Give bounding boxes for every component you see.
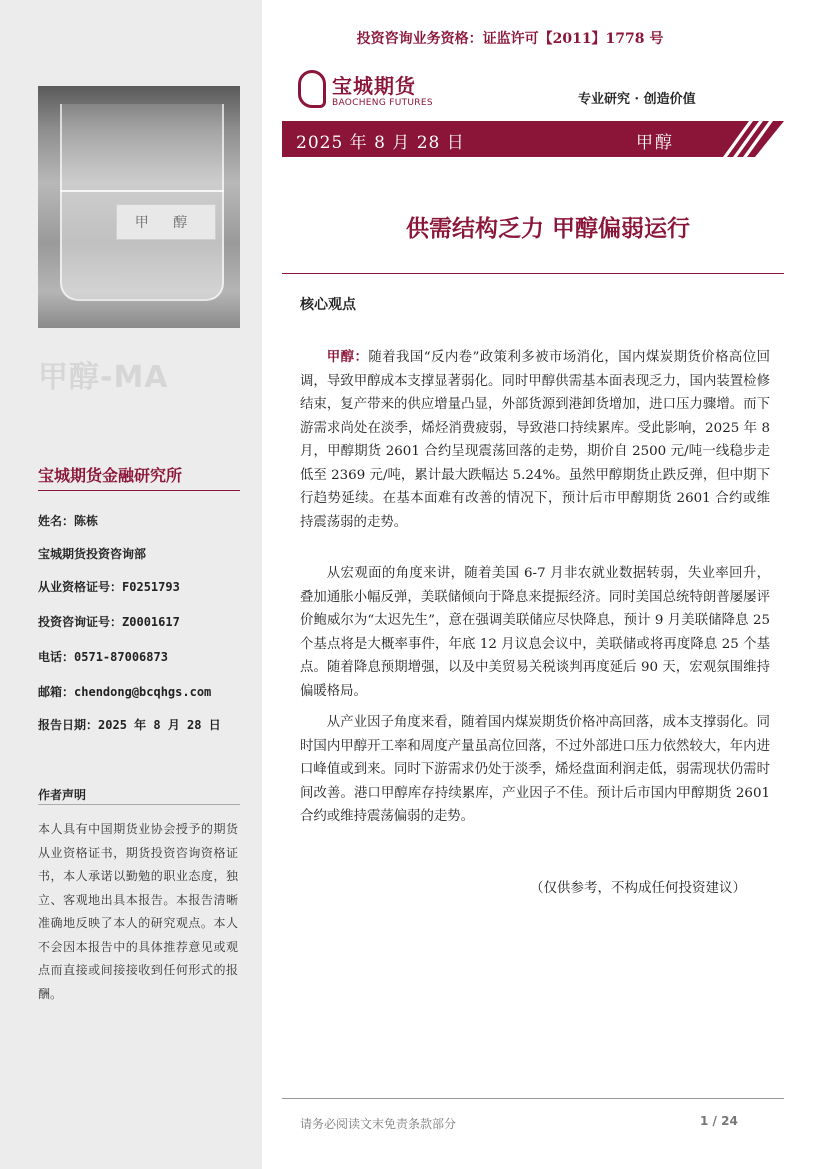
beaker-label: 甲 醇 (116, 204, 216, 240)
qualification-line: 投资咨询业务资格：证监许可【2011】1778 号 (356, 31, 664, 47)
sidebar-divider (38, 490, 240, 491)
paragraph-industry: 从产业因子角度来看，随着国内煤炭期货价格冲高回落，成本支撑弱化。同时国内甲醇开工率和周度产量虽高位回落，不过外部进口压力依然较大，年内进口峰值或到来。同时下游需求仍处于淡季，烯烃盘面利润走低，弱需现状仍需时间改善。港口甲醇库存持续累库，产业因子不佳。预计后市国内甲醇期货 2601 合约或维持震荡偏弱的走势。 (300, 715, 770, 824)
footer-note: 请务必阅读文末免责条款部分 (300, 1117, 457, 1131)
report-band-date: 2025 年 8 月 28 日 (296, 133, 465, 153)
footer-divider (282, 1098, 784, 1099)
lead-label: 甲醇： (326, 349, 369, 365)
qualification-number: 从业资格证号：F0251793 (38, 580, 180, 594)
author-name: 姓名：陈栋 (38, 514, 99, 528)
product-code: 甲醇-MA (38, 360, 169, 395)
core-view-title: 核心观点 (300, 297, 356, 313)
headline-divider (282, 273, 784, 274)
paragraph-methanol: 甲醇：随着我国“反内卷”政策利多被市场消化，国内煤炭期货价格高位回调，导致甲醇成本支撑显著弱化。同时甲醇供需基本面表现乏力，国内装置检修结束，复产带来的供应增量凸显，外部货源到港卸货增加，进口压力骤增。而下游需求尚处在淡季，烯烃消费疲弱，导致港口持续累库。受此影响，2025 年 8 月，甲醇期货 2601 合约呈现震荡回落的走势，期价自 2500 元/吨一线稳步走低至 2369 元/吨，累计最大跌幅达 5.24%。虽然甲醇期货止跌反弹，但中期下行趋势延续。在基本面难有改善的情况下，预计后市甲醇期货 2601 合约或维持震荡弱的走势。 (300, 349, 770, 530)
consulting-number: 投资咨询证号：Z0001617 (38, 615, 180, 629)
logo-icon (298, 70, 326, 108)
email: 邮箱：chendong@bcqhgs.com (38, 685, 212, 699)
page-number: 1 / 24 (700, 1114, 738, 1128)
report-band-product: 甲醇 (636, 133, 674, 153)
logo-name-en: BAOCHENG FUTURES (332, 98, 433, 108)
slogan: 专业研究 · 创造价值 (578, 92, 696, 107)
author-department: 宝城期货投资咨询部 (38, 547, 147, 561)
declaration-divider (38, 804, 240, 805)
paragraph-macro: 从宏观面的角度来讲，随着美国 6-7 月非农就业数据转弱，失业率回升，叠加通胀小幅反弹，美联储倾向于降息来提振经济。同时美国总统特朗普屡屡评价鲍威尔为“太迟先生”，意在强调美联储应尽快降息，预计 9 月美联储降息 25 个基点将是大概率事件，年底 12 月议息会议中，美联储或将再度降息 25 个基点。随着降息预期增强，以及中美贸易关税谈判再度延后 90 天，宏观氛围维持偏暖格局。 (300, 566, 770, 699)
beaker-image (60, 104, 224, 301)
product-photo (38, 86, 240, 328)
company-logo (298, 70, 438, 114)
institute-name: 宝城期货金融研究所 (38, 466, 183, 485)
report-headline: 供需结构乏力 甲醇偏弱运行 (405, 216, 690, 242)
declaration-title: 作者声明 (38, 788, 87, 802)
investment-disclaimer: （仅供参考，不构成任何投资建议） (530, 880, 746, 896)
report-date: 报告日期：2025 年 8 月 28 日 (38, 718, 221, 732)
logo-name-cn: 宝城期货 (332, 74, 416, 98)
author-declaration: 本人具有中国期货业协会授予的期货从业资格证书，期货投资咨询资格证书，本人承诺以勤勉的职业态度，独立、客观地出具本报告。本报告清晰准确地反映了本人的研究观点。本人不会因本报告中的具体推荐意见或观点而直接或间接接收到任何形式的报酬。 (38, 822, 238, 1001)
phone: 电话：0571-87006873 (38, 650, 168, 664)
